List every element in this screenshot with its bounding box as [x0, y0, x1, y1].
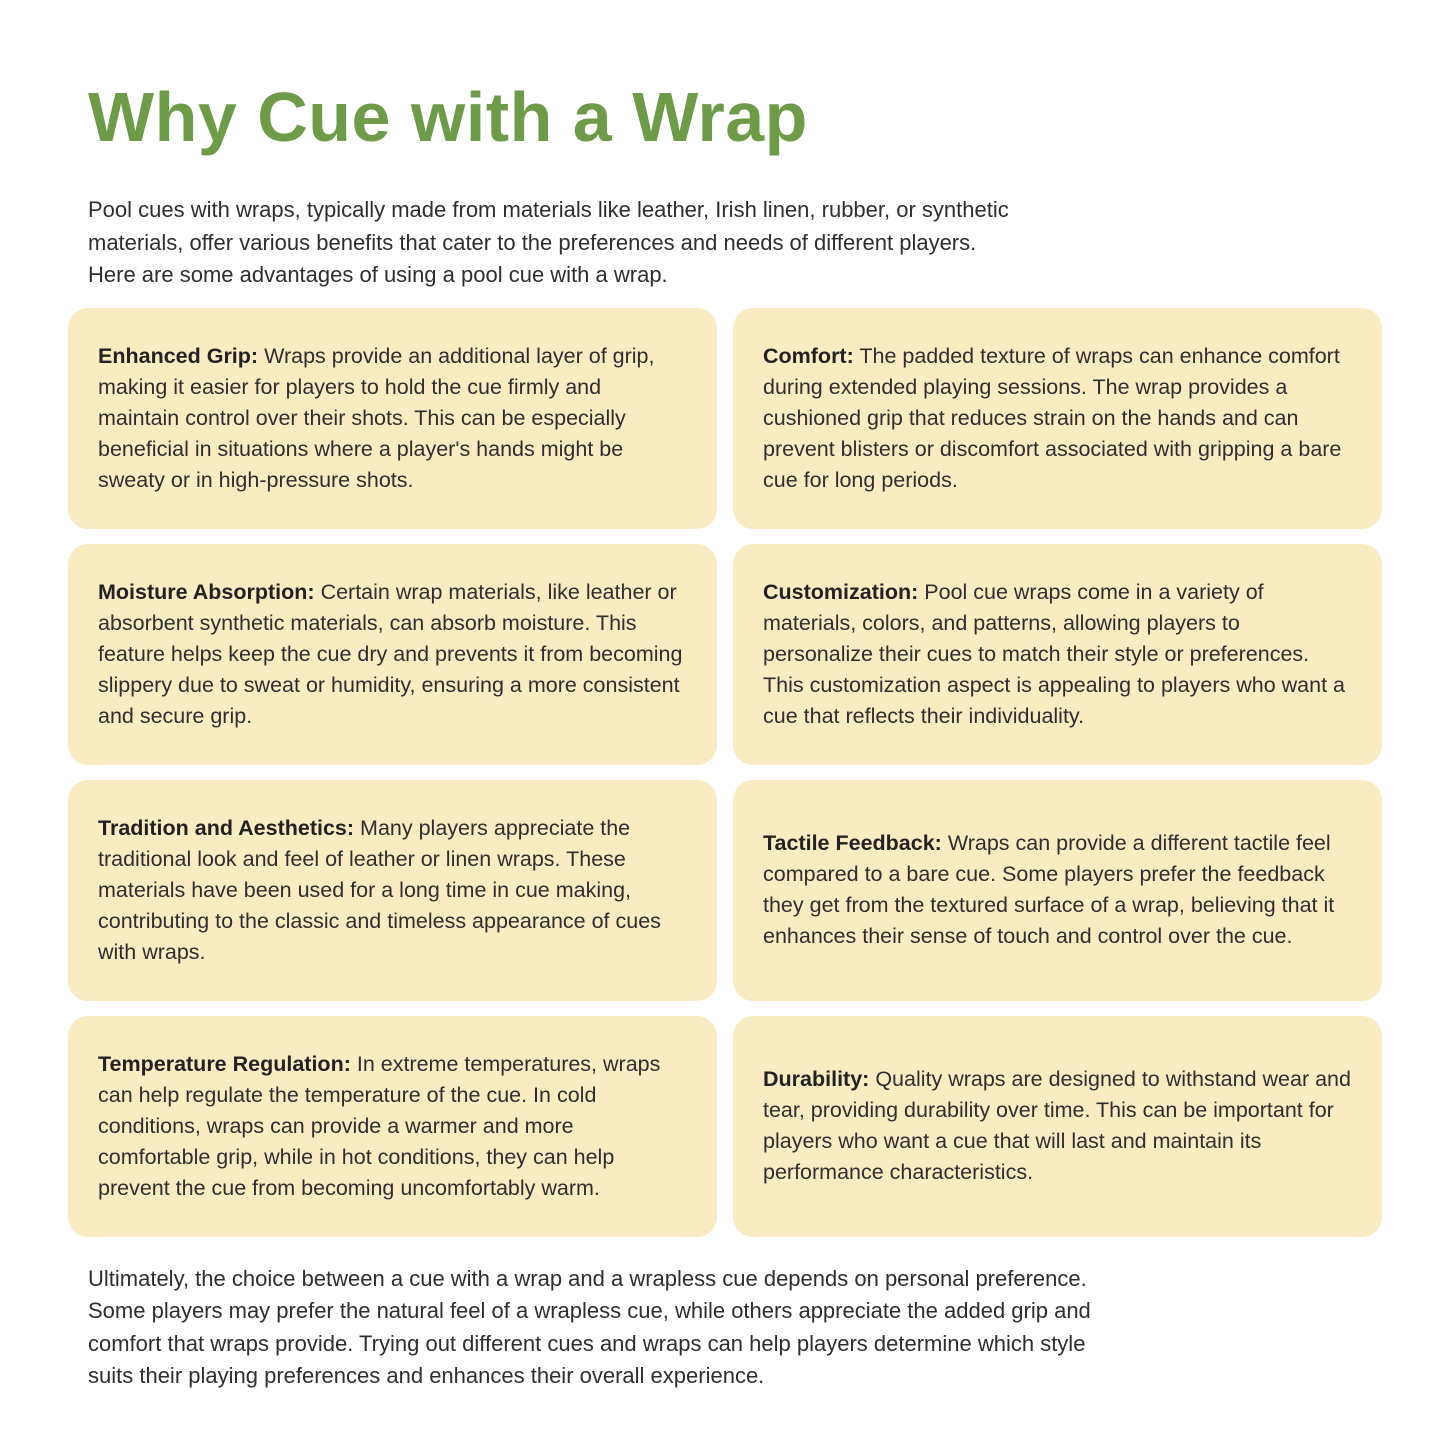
- benefit-heading: Durability:: [763, 1067, 870, 1091]
- benefit-heading: Tactile Feedback:: [763, 831, 942, 855]
- benefit-card-customization: [733, 544, 1382, 765]
- benefit-text: [98, 813, 687, 968]
- benefit-text: [763, 828, 1352, 952]
- benefit-text: [763, 577, 1352, 732]
- benefit-text: [763, 341, 1352, 496]
- benefit-body: Wraps provide an additional layer of grip, making it easier for players to hold the cue firmly and maintain control over their shots. This can be especially beneficial in situations where a player's hands might be sweaty or in high-pressure shots.: [98, 343, 655, 492]
- benefit-heading: Temperature Regulation:: [98, 1051, 351, 1076]
- benefit-body: Wraps can provide a different tactile feel compared to a bare cue. Some players prefer the feedback they get from the textured surface of a wrap, believing that it enhances their sense of touch and control over the cue.: [763, 831, 1335, 948]
- benefit-heading: Moisture Absorption:: [98, 579, 315, 604]
- benefit-body: Quality wraps are designed to withstand wear and tear, providing durability over time. This can be important for players who want a cue that will last and maintain its performance characteristics.: [763, 1067, 1351, 1184]
- benefit-body: Certain wrap materials, like leather or absorbent synthetic materials, can absorb moisture. This feature helps keep the cue dry and prevents it from becoming slippery due to sweat or humidity, ensuring a more consistent and secure grip.: [98, 579, 683, 728]
- intro-line-2: materials, offer various benefits that cater to the preferences and needs of different players.: [88, 229, 977, 255]
- benefit-text: [98, 341, 687, 496]
- benefit-body: In extreme temperatures, wraps can help regulate the temperature of the cue. In cold conditions, wraps can provide a warmer and more comfortable grip, while in hot conditions, they can help prevent the cue from becoming uncomfortably warm.: [98, 1051, 661, 1200]
- benefit-card-moisture-absorption: [68, 544, 717, 765]
- intro-paragraph: [88, 194, 1445, 292]
- benefit-card-temperature-regulation: [68, 1016, 717, 1237]
- benefit-heading: Comfort:: [763, 343, 854, 368]
- benefit-body: The padded texture of wraps can enhance comfort during extended playing sessions. The wrap provides a cushioned grip that reduces strain on the hands and can prevent blisters or discomfort associated with gripping a bare cue for long periods.: [763, 343, 1342, 492]
- outro-line-1: Ultimately, the choice between a cue with a wrap and a wrapless cue depends on personal preference.: [88, 1265, 1087, 1291]
- benefit-text: [763, 1064, 1352, 1188]
- outro-line-4: suits their playing preferences and enhances their overall experience.: [88, 1363, 765, 1388]
- outro-line-3: comfort that wraps provide. Trying out different cues and wraps can help players determine which style: [88, 1330, 1086, 1356]
- benefit-text: [98, 577, 687, 732]
- benefit-body: Many players appreciate the traditional look and feel of leather or linen wraps. These materials have been used for a long time in cue making, contributing to the classic and timeless appearance of cues with wraps.: [98, 815, 661, 964]
- outro-paragraph: [88, 1263, 1445, 1393]
- benefit-card-durability: [733, 1016, 1382, 1237]
- intro-line-1: Pool cues with wraps, typically made from materials like leather, Irish linen, rubber, or synthetic: [88, 197, 1009, 222]
- page-title: Why Cue with a Wrap: [88, 78, 808, 156]
- benefit-body: Pool cue wraps come in a variety of materials, colors, and patterns, allowing players to personalize their cues to match their style or preferences. This customization aspect is appealing to players who want a cue that reflects their individuality.: [763, 579, 1346, 728]
- outro-line-2: Some players may prefer the natural feel of a wrapless cue, while others appreciate the added grip and: [88, 1298, 1091, 1323]
- intro-line-3: Here are some advantages of using a pool cue with a wrap.: [88, 262, 668, 287]
- benefit-heading: Tradition and Aesthetics:: [98, 815, 355, 840]
- benefit-heading: Enhanced Grip:: [98, 343, 259, 368]
- benefit-heading: Customization:: [763, 579, 919, 604]
- benefit-card-tactile-feedback: [733, 780, 1382, 1001]
- benefit-card-tradition-aesthetics: [68, 780, 717, 1001]
- infographic-page: [0, 78, 1445, 1445]
- benefit-card-enhanced-grip: [68, 308, 717, 529]
- benefit-card-comfort: [733, 308, 1382, 529]
- benefit-text: [98, 1049, 687, 1204]
- benefit-cards-grid: [68, 308, 1382, 1237]
